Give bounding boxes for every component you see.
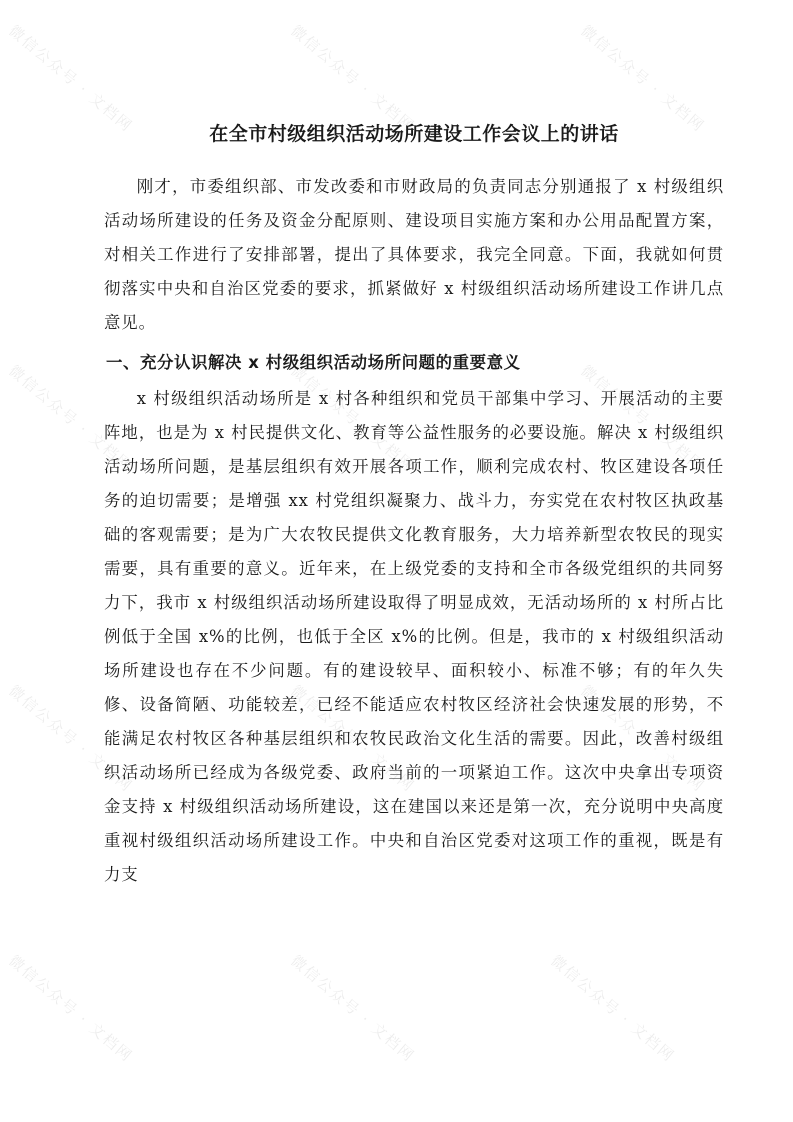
watermark: 微信公众号 · 文档网	[287, 681, 419, 796]
document-page	[104, 118, 724, 892]
watermark: 微信公众号 · 文档网	[577, 681, 709, 796]
document-title: 在全市村级组织活动场所建设工作会议上的讲话	[209, 123, 619, 145]
watermark: 微信公众号 · 文档网	[577, 361, 709, 476]
body-paragraph-intro: 刚才，市委组织部、市发改委和市财政局的负责同志分别通报了 x 村级组织活动场所建设的任务及资金分配原则、建设项目实施方案和办公用品配置方案，对相关工作进行了安排部署，提出了具体要求，我完全同意。下面，我就如何贯彻落实中央和自治区党委的要求，抓紧做好 x 村级组织活动场所建设工作讲几点意见。	[104, 177, 724, 332]
watermark: 微信公众号 · 文档网	[287, 21, 419, 136]
watermark: 微信公众号 · 文档网	[5, 681, 137, 796]
watermark: 微信公众号 · 文档网	[287, 951, 419, 1066]
body-paragraph-section-1: x 村级组织活动场所是 x 村各种组织和党员干部集中学习、开展活动的主要阵地，也是为 x 村民提供文化、教育等公益性服务的必要设施。解决 x 村级组织活动场所问题，是基层组织有效开展各项工作，顺利完成农村、牧区建设各项任务的迫切需要；是增强 xx 村党组织凝聚力、战斗力，夯实党在农村牧区执政基础的客观需要；是为广大农牧民提供文化教育服务，大力培养新型农牧民的现实需要，具有重要的意义。近年来，在上级党委的支持和全市各级党组织的共同努力下，我市 x 村级组织活动场所建设取得了明显成效，无活动场所的 x 村所占比例低于全国 x%的比例，也低于全区 x%的比例。但是，我市的 x 村级组织活动场所建设也存在不少问题。有的建设较早、面积较小、标准不够；有的年久失修、设备简陋、功能较差，已经不能适应农村牧区经济社会快速发展的形势，不能满足农村牧区各种基层组织和农牧民政治文化生活的需要。因此，改善村级组织活动场所已经成为各级党委、政府当前的一项紧迫工作。这次中央拿出专项资金支持 x 村级组织活动场所建设，这在建国以来还是第一次，充分说明中央高度重视村级组织活动场所建设工作。中央和自治区党委对这项工作的重视，既是有力支	[104, 389, 724, 884]
watermark: 微信公众号 · 文档网	[5, 361, 137, 476]
watermark: 微信公众号 · 文档网	[287, 361, 419, 476]
watermark: 微信公众号 · 文档网	[5, 951, 137, 1066]
watermark: 微信公众号 · 文档网	[577, 21, 709, 136]
section-heading-1: 一、充分认识解决 x 村级组织活动场所问题的重要意义	[106, 353, 521, 372]
watermark: 微信公众号 · 文档网	[5, 21, 137, 136]
watermark: 微信公众号 · 文档网	[547, 951, 679, 1066]
